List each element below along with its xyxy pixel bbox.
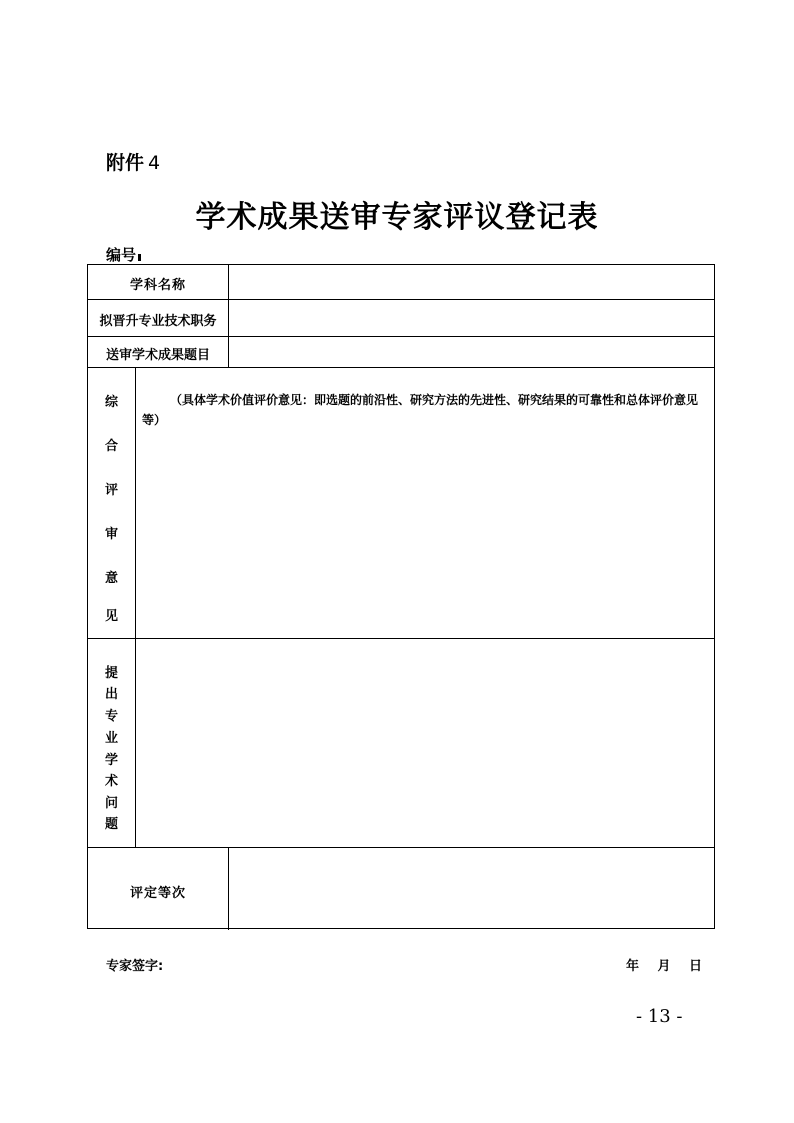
opinion-label-char: 评 [104,483,118,498]
opinion-label-char: 见 [104,609,118,624]
questions-label-char: 学 [104,753,118,768]
serial-label-text: 编号 [106,246,137,264]
attachment-label [106,148,160,175]
grade-label: 评定等次 [129,886,186,901]
questions-field[interactable] [136,639,713,847]
questions-label-char: 术 [104,774,118,789]
opinion-label [88,367,135,638]
work-title-label: 送审学术成果题目 [105,348,210,363]
opinion-label-char: 意 [104,571,118,586]
questions-label-char: 出 [104,687,118,702]
questions-label-char: 提 [104,666,118,681]
expert-signature-label: 专家签字: [106,959,164,974]
opinion-hint: （具体学术价值评价意见：即选题的前沿性、研究方法的先进性、研究结果的可靠性和总体评价意见等） [142,393,699,427]
position-field[interactable] [229,300,713,336]
questions-label-char: 专 [104,709,118,724]
questions-label [88,638,135,847]
attachment-number: 4 [148,152,161,174]
page-number: - 13 - [636,1006,683,1027]
page-title: 学术成果送审专家评议登记表 [195,200,599,235]
work-title-field[interactable] [229,337,713,367]
serial-colon-mark [138,254,141,261]
opinion-label-char: 审 [104,527,118,542]
discipline-field[interactable] [229,266,713,299]
date-label: 年 月 日 [626,959,703,974]
questions-label-char: 业 [104,731,118,746]
opinion-field[interactable] [136,368,713,638]
grade-field[interactable] [229,848,713,928]
opinion-label-char: 综 [104,395,118,410]
discipline-label: 学科名称 [129,278,186,293]
questions-label-char: 问 [104,796,118,811]
serial-number-label [106,244,141,265]
questions-label-char: 题 [104,817,118,832]
opinion-label-char: 合 [104,439,118,454]
position-label: 拟晋升专业技术职务 [99,314,217,329]
evaluation-form-table [87,264,715,929]
attachment-text: 附件 [106,152,145,174]
